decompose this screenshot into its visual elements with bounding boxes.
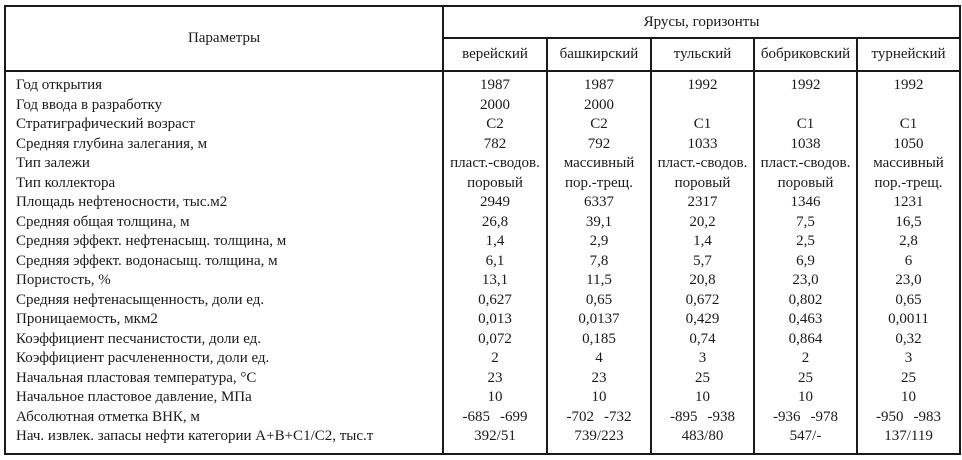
cell-value: 1,4 [651,232,754,252]
cell-value: 1992 [754,71,857,96]
cell-value: 6,1 [443,252,547,272]
cell-value: 3 [857,349,960,369]
cell-value: 6 [857,252,960,272]
cell-value: 1050 [857,135,960,155]
cell-value: 26,8 [443,213,547,233]
cell-value [651,96,754,116]
column-header: башкирский [547,38,651,71]
parameter-name: Тип коллектора [5,174,443,194]
cell-value: 2000 [547,96,651,116]
cell-value: 23,0 [754,271,857,291]
cell-value: 392/51 [443,427,547,454]
table-row [5,271,960,291]
column-header: тульский [651,38,754,71]
cell-value: пласт.-сводов. [651,154,754,174]
cell-value: 0,013 [443,310,547,330]
cell-value: 10 [443,388,547,408]
parameter-name: Пористость, % [5,271,443,291]
cell-value: 0,072 [443,330,547,350]
cell-value: 7,8 [547,252,651,272]
reservoir-parameters-table [4,5,961,455]
cell-value: C2 [547,115,651,135]
cell-value: 2949 [443,193,547,213]
cell-value: 2000 [443,96,547,116]
cell-value: 7,5 [754,213,857,233]
column-header: турнейский [857,38,960,71]
table-row [5,154,960,174]
parameter-name: Коэффициент песчанистости, доли ед. [5,330,443,350]
cell-value: 0,65 [857,291,960,311]
table-row [5,369,960,389]
stages-horizons-header: Ярусы, горизонты [443,6,960,38]
cell-value: 5,7 [651,252,754,272]
table-row [5,310,960,330]
cell-value: 0,65 [547,291,651,311]
parameter-name: Проницаемость, мкм2 [5,310,443,330]
cell-value: 137/119 [857,427,960,454]
cell-value: поровый [651,174,754,194]
parameter-name: Площадь нефтеносности, тыс.м2 [5,193,443,213]
cell-value: 4 [547,349,651,369]
cell-value: пласт.-сводов. [754,154,857,174]
cell-value: поровый [754,174,857,194]
table-row [5,408,960,428]
parameter-name: Начальное пластовое давление, МПа [5,388,443,408]
cell-value: C1 [651,115,754,135]
table-row [5,174,960,194]
cell-value: 0,429 [651,310,754,330]
cell-value: C2 [443,115,547,135]
cell-value: -895 -938 [651,408,754,428]
cell-value: 1987 [443,71,547,96]
cell-value: массивный [547,154,651,174]
cell-value: 0,463 [754,310,857,330]
cell-value: 1038 [754,135,857,155]
cell-value: C1 [857,115,960,135]
table-row [5,330,960,350]
cell-value: 792 [547,135,651,155]
cell-value: -950 -983 [857,408,960,428]
cell-value: 10 [547,388,651,408]
cell-value: 20,8 [651,271,754,291]
cell-value: 1992 [857,71,960,96]
table-row [5,291,960,311]
table-row [5,252,960,272]
cell-value: 10 [754,388,857,408]
cell-value: 2,9 [547,232,651,252]
cell-value: 6,9 [754,252,857,272]
table-row [5,388,960,408]
column-header: верейский [443,38,547,71]
cell-value: 25 [857,369,960,389]
cell-value: 39,1 [547,213,651,233]
cell-value: 1231 [857,193,960,213]
parameter-name: Средняя общая толщина, м [5,213,443,233]
cell-value: -936 -978 [754,408,857,428]
cell-value: 23,0 [857,271,960,291]
parameter-name: Абсолютная отметка ВНК, м [5,408,443,428]
cell-value: 0,672 [651,291,754,311]
cell-value: -685 -699 [443,408,547,428]
parameter-name: Средняя нефтенасыщенность, доли ед. [5,291,443,311]
cell-value [857,96,960,116]
table-row [5,427,960,454]
cell-value: пор.-трещ. [547,174,651,194]
cell-value: 20,2 [651,213,754,233]
cell-value: 2,5 [754,232,857,252]
table-row [5,71,960,96]
table-row [5,96,960,116]
cell-value: 0,802 [754,291,857,311]
cell-value: 3 [651,349,754,369]
cell-value: 0,74 [651,330,754,350]
cell-value: 1987 [547,71,651,96]
cell-value: 10 [857,388,960,408]
cell-value: пор.-трещ. [857,174,960,194]
cell-value: 1033 [651,135,754,155]
cell-value: 2317 [651,193,754,213]
cell-value [754,96,857,116]
table-row [5,213,960,233]
cell-value: 23 [443,369,547,389]
parameter-name: Стратиграфический возраст [5,115,443,135]
cell-value: 13,1 [443,271,547,291]
cell-value: поровый [443,174,547,194]
cell-value: 23 [547,369,651,389]
cell-value: 739/223 [547,427,651,454]
cell-value: 1992 [651,71,754,96]
cell-value: 25 [651,369,754,389]
cell-value: 0,864 [754,330,857,350]
cell-value: -702 -732 [547,408,651,428]
column-header: бобриковский [754,38,857,71]
parameter-name: Начальная пластовая температура, °С [5,369,443,389]
parameter-name: Тип залежи [5,154,443,174]
cell-value: 2 [754,349,857,369]
cell-value: 25 [754,369,857,389]
cell-value: 483/80 [651,427,754,454]
parameter-name: Нач. извлек. запасы нефти категории А+В+С1/С2, тыс.т [5,427,443,454]
cell-value: 1346 [754,193,857,213]
parameter-name: Средняя глубина залегания, м [5,135,443,155]
table-row [5,193,960,213]
parameter-name: Средняя эффект. нефтенасыщ. толщина, м [5,232,443,252]
cell-value: 0,0011 [857,310,960,330]
cell-value: 0,627 [443,291,547,311]
cell-value: 6337 [547,193,651,213]
cell-value: 11,5 [547,271,651,291]
cell-value: 1,4 [443,232,547,252]
cell-value: массивный [857,154,960,174]
parameter-name: Средняя эффект. водонасыщ. толщина, м [5,252,443,272]
cell-value: 547/- [754,427,857,454]
cell-value: 2,8 [857,232,960,252]
parameter-name: Год открытия [5,71,443,96]
parameter-name: Коэффициент расчлененности, доли ед. [5,349,443,369]
parameters-header: Параметры [5,6,443,71]
cell-value: пласт.-сводов. [443,154,547,174]
cell-value: 10 [651,388,754,408]
cell-value: 0,32 [857,330,960,350]
cell-value: 0,185 [547,330,651,350]
parameter-name: Год ввода в разработку [5,96,443,116]
table-row [5,115,960,135]
table-row [5,349,960,369]
table-row [5,232,960,252]
table-row [5,135,960,155]
cell-value: 16,5 [857,213,960,233]
cell-value: 2 [443,349,547,369]
cell-value: 782 [443,135,547,155]
cell-value: 0,0137 [547,310,651,330]
cell-value: C1 [754,115,857,135]
